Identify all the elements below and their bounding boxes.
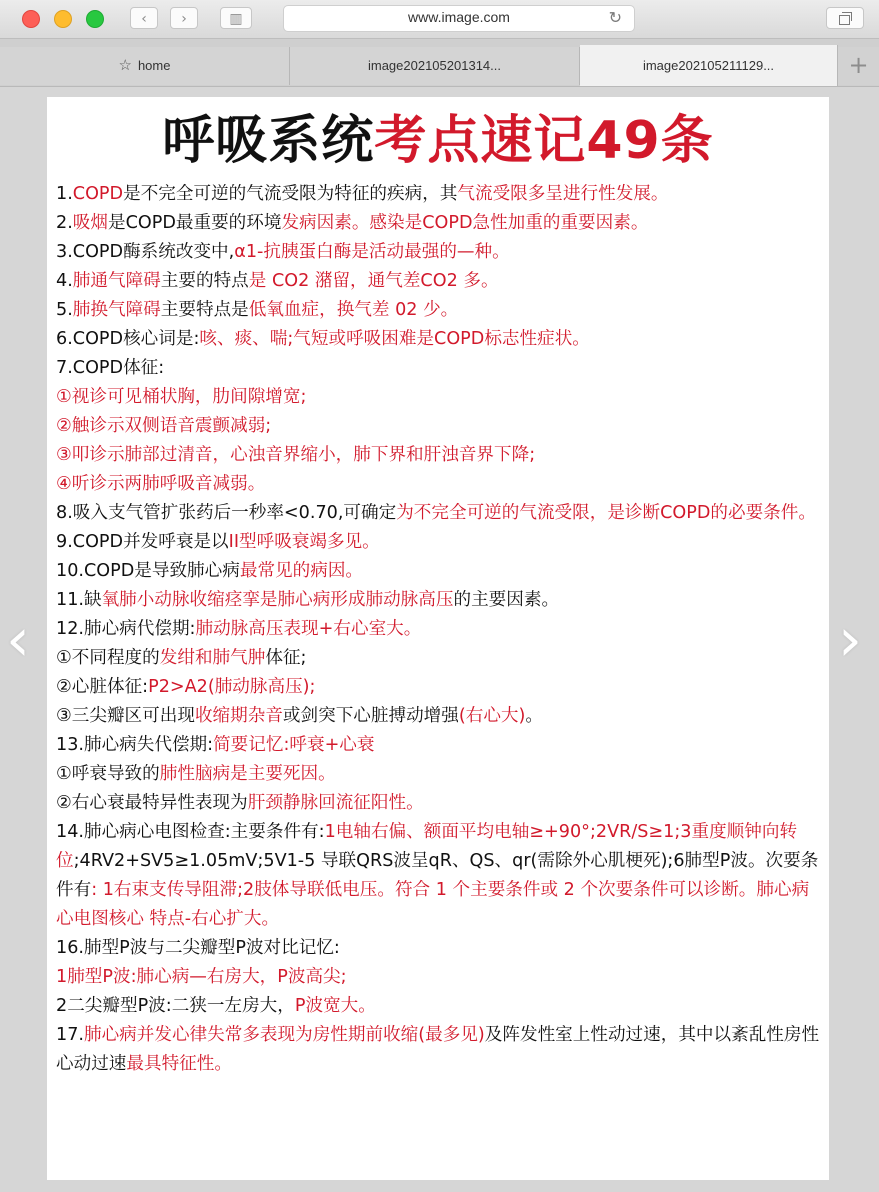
- note-line: [56, 818, 826, 847]
- highlight-text: ③叩诊示肺部过清音，心浊音界缩小，肺下界和肝浊音界下降;: [56, 445, 536, 465]
- note-text: ②心脏体征:: [56, 677, 149, 697]
- zoom-window-button[interactable]: [86, 10, 104, 28]
- next-image-arrow-icon[interactable]: ›: [838, 605, 862, 675]
- note-line: [56, 847, 826, 934]
- note-line: [56, 383, 826, 412]
- note-line: [56, 934, 826, 963]
- highlight-text: 咳、痰、喘;气短或呼吸困难是COPD标志性症状。: [199, 329, 590, 349]
- highlight-text: 肺心病并发心律失常多表现为房性期前收缩(最多见): [83, 1025, 485, 1045]
- note-text: ;4RV2+SV5≥1.05mV;5V1-5 导联QRS波呈qR、QS、qr(需除外心肌梗死);6肺型P波。次要条件有: [56, 851, 819, 900]
- note-text: 11.缺: [56, 590, 102, 610]
- note-text: 体征;: [265, 648, 307, 668]
- note-text: ①呼衰导致的: [56, 764, 160, 784]
- highlight-text: ②触诊示双侧语音震颤减弱;: [56, 416, 272, 436]
- note-text: 1.: [56, 184, 73, 204]
- tab-overview-button[interactable]: [826, 7, 864, 29]
- note-line: [56, 731, 826, 760]
- note-line: [56, 441, 826, 470]
- tab-label: image202105211129...: [642, 58, 775, 73]
- notes-list: [56, 180, 826, 1079]
- note-text: 或剑突下心脏搏动增强: [282, 706, 459, 726]
- note-line: [56, 992, 826, 1021]
- highlight-text: 肺动脉高压表现+右心室大。: [195, 619, 422, 639]
- highlight-text: 肺通气障碍: [72, 271, 161, 291]
- note-line: [56, 615, 826, 644]
- note-line: [56, 963, 826, 992]
- minimize-window-button[interactable]: [54, 10, 72, 28]
- note-line: [56, 557, 826, 586]
- note-text: 8.吸入支气管扩张药后一秒率<0.70,可确定: [56, 503, 397, 523]
- note-line: [56, 702, 826, 731]
- chevron-left-icon: ‹: [141, 11, 147, 27]
- highlight-text: 气流受限多呈进行性发展。: [457, 184, 669, 204]
- highlight-text: 是 CO2 潴留，通气差CO2 多。: [248, 271, 499, 291]
- sidebar-toggle-button[interactable]: [220, 7, 252, 29]
- note-text: 3.COPD酶系统改变中,: [56, 242, 235, 262]
- note-line: [56, 296, 826, 325]
- star-icon: ☆: [118, 57, 132, 74]
- note-text: 2二尖瓣型P波:二狭一左房大，: [56, 996, 295, 1016]
- note-line: [56, 789, 826, 818]
- highlight-text: ①视诊可见桶状胸，肋间隙增宽;: [56, 387, 307, 407]
- back-button[interactable]: [130, 7, 158, 29]
- tab-label: home: [137, 58, 171, 73]
- highlight-text: P波宽大。: [294, 996, 376, 1016]
- highlight-text: 1电轴右偏、额面平均电轴≥+90°;2VR/S≥1;3重度顺钟向转: [324, 822, 798, 842]
- highlight-text: 肺换气障碍: [72, 300, 161, 320]
- url-text: www.image.com: [408, 9, 510, 25]
- note-text: 5.: [56, 300, 73, 320]
- highlight-text: COPD: [72, 184, 124, 204]
- note-line: [56, 470, 826, 499]
- note-text: 的主要因素。: [453, 590, 560, 610]
- note-text: ②右心衰最特异性表现为: [56, 793, 248, 813]
- note-text: 16.肺型P波与二尖瓣型P波对比记忆:: [56, 938, 340, 958]
- note-text: 及阵发性室上性动过速，其中以紊乱性房性心动过速: [56, 1025, 820, 1074]
- close-window-button[interactable]: [22, 10, 40, 28]
- reload-icon[interactable]: ↻: [608, 8, 622, 27]
- highlight-text: 吸烟: [72, 213, 108, 233]
- note-text: 13.肺心病失代偿期:: [56, 735, 214, 755]
- chevron-right-icon: ›: [181, 11, 187, 27]
- highlight-text: 发病因素。感染是COPD急性加重的重要因素。: [281, 213, 649, 233]
- note-text: 7.COPD体征:: [56, 358, 165, 378]
- highlight-text: 1肺型P波:肺心病—右房大，P波高尖;: [56, 967, 347, 987]
- highlight-text: II型呼吸衰竭多见。: [228, 532, 380, 552]
- note-line: [56, 354, 826, 383]
- note-line: [56, 499, 826, 528]
- note-text: ①不同程度的: [56, 648, 160, 668]
- note-text: 4.: [56, 271, 73, 291]
- highlight-text: 氧肺小动脉收缩痉挛是肺心病形成肺动脉高压: [101, 590, 454, 610]
- highlight-text: 最具特征性。: [126, 1054, 232, 1074]
- title-red-part: 考点速记49条: [374, 111, 714, 171]
- tab-home[interactable]: [0, 47, 290, 85]
- note-line: [56, 644, 826, 673]
- highlight-text: (右心大): [458, 706, 526, 726]
- note-line: [56, 325, 826, 354]
- tab-image-2-active[interactable]: [580, 45, 838, 86]
- tab-label: image202105201314...: [367, 58, 501, 73]
- page-title: [47, 110, 829, 172]
- highlight-text: 肺性脑病是主要死因。: [159, 764, 336, 784]
- note-text: 主要的特点: [160, 271, 249, 291]
- sidebar-icon: ▥: [229, 11, 243, 27]
- forward-button[interactable]: [170, 7, 198, 29]
- note-text: 14.肺心病心电图检查:主要条件有:: [56, 822, 325, 842]
- plus-icon: +: [848, 51, 869, 79]
- note-page: [47, 97, 829, 1180]
- note-text: 主要特点是: [160, 300, 249, 320]
- note-text: 10.COPD是导致肺心病: [56, 561, 240, 581]
- highlight-text: α1-抗胰蛋白酶是活动最强的—种。: [234, 242, 510, 262]
- note-text: 2.: [56, 213, 73, 233]
- note-line: [56, 586, 826, 615]
- highlight-text: ④听诊示两肺呼吸音减弱。: [56, 474, 266, 494]
- note-line: [56, 180, 826, 209]
- highlight-text: 肝颈静脉回流征阳性。: [247, 793, 424, 813]
- note-line: [56, 528, 826, 557]
- tab-image-1[interactable]: [290, 47, 580, 85]
- highlight-text: 发绀和肺气肿: [159, 648, 266, 668]
- note-line: [56, 673, 826, 702]
- note-line: [56, 209, 826, 238]
- highlight-text: 低氧血症，换气差 02 少。: [248, 300, 459, 320]
- highlight-text: 为不完全可逆的气流受限，是诊断COPD的必要条件。: [396, 503, 816, 523]
- note-text: 17.: [56, 1025, 84, 1045]
- highlight-text: 位: [56, 851, 74, 871]
- note-text: ③三尖瓣区可出现: [56, 706, 195, 726]
- new-tab-button[interactable]: [838, 47, 879, 85]
- tab-strip: [0, 39, 879, 87]
- note-text: 12.肺心病代偿期:: [56, 619, 196, 639]
- address-bar[interactable]: [283, 5, 635, 32]
- highlight-text: P2>A2(肺动脉高压);: [148, 677, 316, 697]
- note-line: [56, 412, 826, 441]
- note-text: 6.COPD核心词是:: [56, 329, 200, 349]
- highlight-text: 简要记忆:呼衰+心衰: [213, 735, 375, 755]
- note-text: 9.COPD并发呼衰是以: [56, 532, 229, 552]
- note-line: [56, 1021, 826, 1079]
- note-line: [56, 760, 826, 789]
- note-text: 是不完全可逆的气流受限为特征的疾病，其: [123, 184, 458, 204]
- note-line: [56, 267, 826, 296]
- note-text: 。: [525, 706, 543, 726]
- highlight-text: : 1右束支传导阻滞;2肢体导联低电压。符合 1 个主要条件或 2 个次要条件可以诊断。肺心病心电图核心 特点-右心扩大。: [56, 880, 810, 929]
- highlight-text: 收缩期杂音: [194, 706, 283, 726]
- window-titlebar: [0, 0, 879, 39]
- highlight-text: 最常见的病因。: [239, 561, 364, 581]
- note-text: 是COPD最重要的环境: [108, 213, 282, 233]
- note-line: [56, 238, 826, 267]
- previous-image-arrow-icon[interactable]: ‹: [6, 605, 30, 675]
- title-black-part: 呼吸系统: [162, 111, 375, 171]
